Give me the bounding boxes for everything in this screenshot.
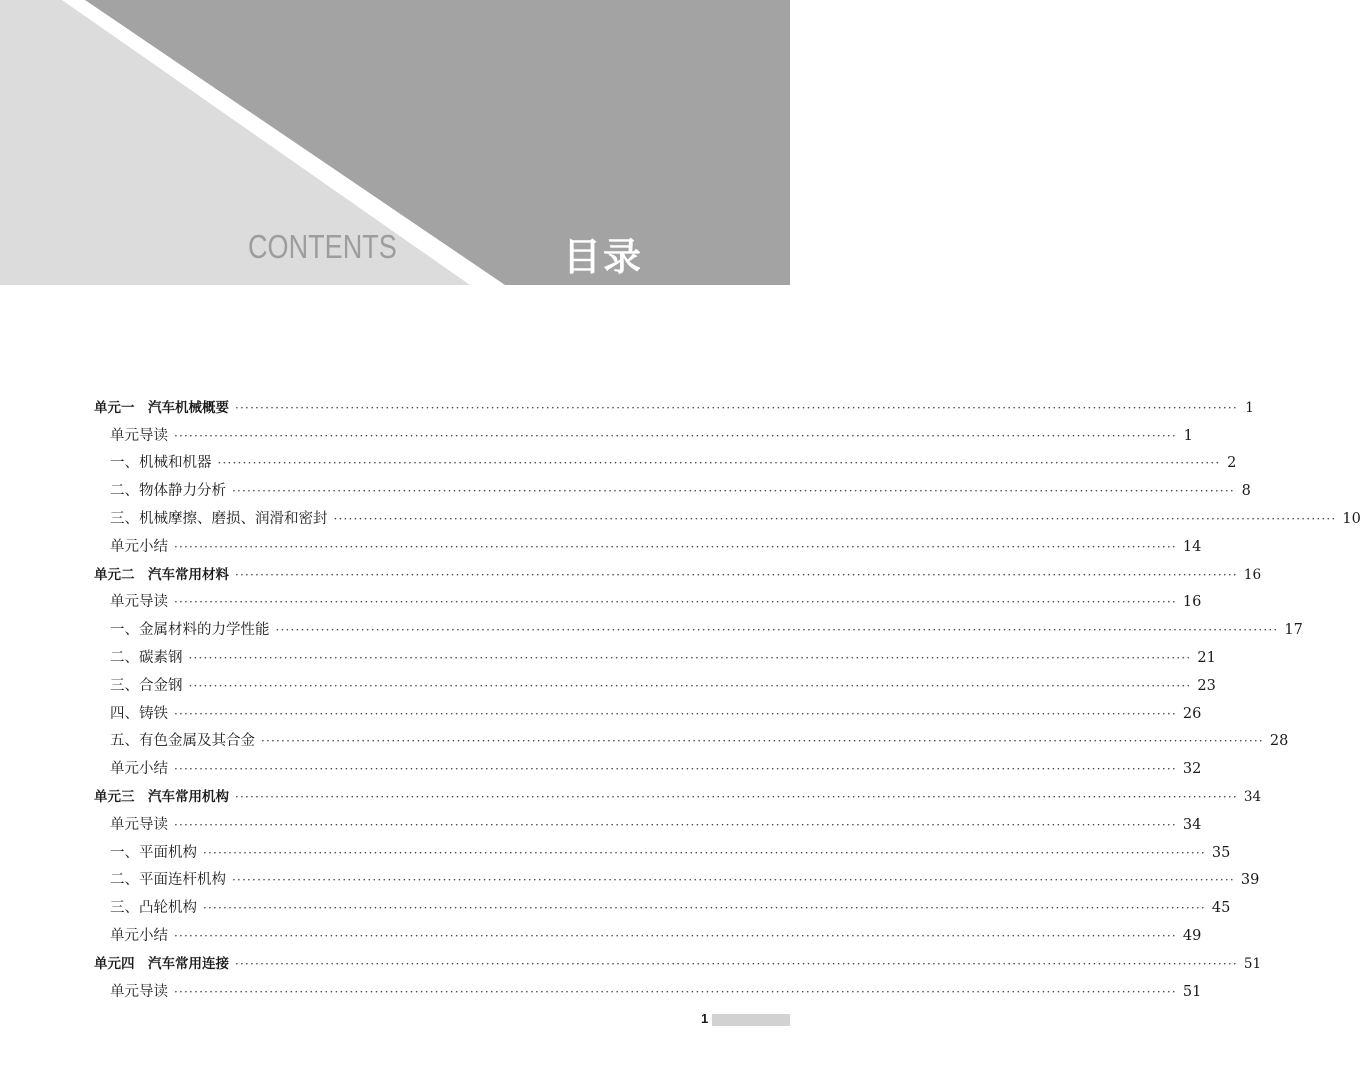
- toc-entry-label: 二、碳素钢: [110, 649, 183, 666]
- toc-unit-entry[interactable]: [94, 390, 1254, 418]
- toc-entry-page: 1: [1245, 399, 1254, 416]
- toc-entry[interactable]: [94, 501, 1361, 529]
- toc-entry-page: 23: [1197, 677, 1216, 694]
- toc-entry[interactable]: [94, 585, 1202, 613]
- toc-entry-label: 单元小结: [110, 927, 168, 944]
- toc-entry-page: 8: [1241, 483, 1251, 500]
- toc-entry[interactable]: [94, 696, 1202, 724]
- toc-entry-label: 一、平面机构: [110, 844, 197, 861]
- toc-entry-label: 一、机械和机器: [110, 455, 212, 472]
- toc-entry-label: 三、合金钢: [110, 677, 183, 694]
- toc-entry-label: 单元小结: [110, 761, 168, 778]
- toc-entry-label: 四、铸铁: [110, 705, 168, 722]
- toc-leader-dots: ········································································································································································································: [174, 595, 1177, 610]
- toc-entry[interactable]: [94, 974, 1202, 1002]
- toc-entry-page: 39: [1240, 872, 1260, 889]
- toc-entry-page: 16: [1182, 594, 1202, 611]
- toc-leader-dots: ········································································································································································································: [203, 845, 1206, 860]
- toc-entry-label: 单元四 汽车常用连接: [94, 955, 229, 972]
- toc-entry-label: 单元导读: [110, 427, 168, 444]
- toc-entry[interactable]: [94, 418, 1193, 446]
- toc-leader-dots: ········································································································································································································: [203, 901, 1206, 916]
- page-number-bar: [712, 1014, 790, 1026]
- toc-leader-dots: ········································································································································································································: [174, 762, 1177, 777]
- contents-label: CONTENTS: [248, 228, 397, 265]
- toc-entry-page: 14: [1182, 538, 1202, 555]
- toc-entry-label: 一、金属材料的力学性能: [110, 622, 270, 639]
- toc-entry-label: 单元二 汽车常用材料: [94, 566, 229, 583]
- toc-entry-label: 三、机械摩擦、磨损、润滑和密封: [110, 510, 328, 527]
- toc-entry-label: 单元导读: [110, 816, 168, 833]
- toc-entry[interactable]: [94, 724, 1289, 752]
- toc-unit-entry[interactable]: [94, 557, 1262, 585]
- toc-leader-dots: ········································································································································································································: [275, 623, 1279, 638]
- page-number: 1: [701, 1011, 709, 1026]
- toc-leader-dots: ········································································································································································································: [174, 984, 1177, 999]
- toc-entry-page: 28: [1269, 733, 1289, 750]
- toc-leader-dots: ········································································································································································································: [174, 428, 1177, 443]
- toc-entry[interactable]: [94, 640, 1216, 668]
- toc-entry-page: 32: [1182, 761, 1202, 778]
- toc-entry[interactable]: [94, 473, 1251, 501]
- toc-entry-label: 单元一 汽车机械概要: [94, 399, 229, 416]
- toc-entry-page: 35: [1211, 844, 1231, 861]
- toc-entry-page: 26: [1182, 705, 1202, 722]
- toc-unit-entry[interactable]: [94, 946, 1262, 974]
- toc-entry[interactable]: [94, 446, 1237, 474]
- page-title: 目录: [563, 235, 644, 279]
- toc-entry-page: 1: [1183, 427, 1193, 444]
- toc-entry[interactable]: [94, 612, 1303, 640]
- toc-leader-dots: ········································································································································································································: [217, 456, 1221, 471]
- toc-entry-label: 五、有色金属及其合金: [110, 733, 255, 750]
- toc-entry-label: 单元导读: [110, 983, 168, 1000]
- toc-entry[interactable]: [94, 918, 1202, 946]
- toc-entry[interactable]: [94, 668, 1216, 696]
- toc-entry-label: 单元三 汽车常用机构: [94, 788, 229, 805]
- toc-entry[interactable]: [94, 807, 1202, 835]
- toc-entry-page: 45: [1211, 900, 1231, 917]
- toc-entry[interactable]: [94, 863, 1260, 891]
- toc-leader-dots: ········································································································································································································: [235, 400, 1238, 415]
- toc-entry-page: 17: [1284, 622, 1303, 639]
- toc-leader-dots: ········································································································································································································: [188, 650, 1192, 665]
- toc-entry[interactable]: [94, 529, 1202, 557]
- table-of-contents: [94, 390, 1361, 1002]
- toc-leader-dots: ········································································································································································································: [261, 734, 1264, 749]
- toc-entry-label: 二、平面连杆机构: [110, 872, 226, 889]
- toc-entry-page: 16: [1243, 566, 1262, 583]
- toc-entry-page: 51: [1182, 983, 1202, 1000]
- toc-leader-dots: ········································································································································································································: [235, 789, 1238, 804]
- toc-leader-dots: ········································································································································································································: [174, 928, 1177, 943]
- toc-leader-dots: ········································································································································································································: [188, 678, 1192, 693]
- toc-entry-label: 单元小结: [110, 538, 168, 555]
- toc-entry[interactable]: [94, 890, 1231, 918]
- toc-leader-dots: ········································································································································································································: [174, 539, 1177, 554]
- toc-entry-label: 二、物体静力分析: [110, 483, 226, 500]
- toc-leader-dots: ········································································································································································································: [333, 511, 1337, 526]
- toc-leader-dots: ········································································································································································································: [235, 567, 1238, 582]
- toc-unit-entry[interactable]: [94, 779, 1262, 807]
- toc-entry-page: 2: [1227, 455, 1237, 472]
- toc-leader-dots: ········································································································································································································: [174, 706, 1177, 721]
- toc-entry-page: 34: [1182, 816, 1202, 833]
- toc-entry-label: 单元导读: [110, 594, 168, 611]
- toc-entry-page: 10: [1342, 510, 1361, 527]
- toc-entry-page: 49: [1182, 927, 1202, 944]
- toc-entry[interactable]: [94, 751, 1202, 779]
- toc-entry-page: 51: [1243, 955, 1262, 972]
- toc-leader-dots: ········································································································································································································: [232, 873, 1235, 888]
- toc-leader-dots: ········································································································································································································: [235, 956, 1238, 971]
- toc-entry[interactable]: [94, 835, 1231, 863]
- toc-leader-dots: ········································································································································································································: [174, 817, 1177, 832]
- toc-leader-dots: ········································································································································································································: [232, 484, 1235, 499]
- toc-entry-page: 21: [1197, 649, 1216, 666]
- toc-entry-page: 34: [1243, 788, 1262, 805]
- toc-entry-label: 三、凸轮机构: [110, 900, 197, 917]
